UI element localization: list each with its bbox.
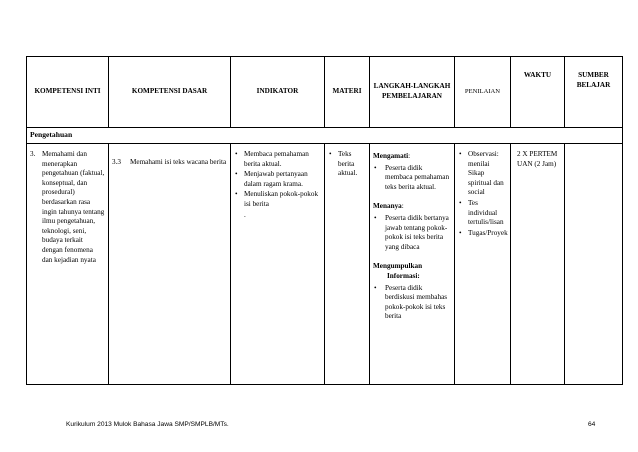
waktu-text: 2 X PERTEMUAN (2 Jam) xyxy=(517,150,558,168)
indikator-trailing: . xyxy=(244,210,246,219)
kd-text: Memahami isi teks wacana berita xyxy=(130,158,227,166)
section-row xyxy=(27,128,623,144)
mengamati-list xyxy=(373,164,451,193)
penilaian-item: • Tugas/Proyek xyxy=(458,229,507,239)
materi-item: • Teks berita aktual. xyxy=(328,150,366,179)
header-materi: MATERI xyxy=(325,57,370,128)
menanya-item: • Peserta didik bertanya jawab tentang pokok-pokok isi teks berita yang dibaca xyxy=(373,214,451,252)
kd-item xyxy=(112,150,227,168)
indikator-item: • Menjawab pertanyaan dalam ragam krama. xyxy=(234,170,321,189)
header-waktu: WAKTU xyxy=(511,57,565,128)
sumber-cell xyxy=(565,144,623,385)
header-row xyxy=(27,57,623,128)
header-sumber: SUMBER BELAJAR xyxy=(565,57,623,128)
header-indikator: INDIKATOR xyxy=(231,57,325,128)
ki-cell xyxy=(27,144,109,385)
header-kompetensi-inti: KOMPETENSI INTI xyxy=(27,57,109,128)
ki-number: 3. xyxy=(30,150,36,158)
materi-list xyxy=(328,150,366,179)
mengumpulkan-list xyxy=(373,284,451,322)
menanya-list xyxy=(373,214,451,252)
header-penilaian: PENILAIAN xyxy=(455,57,511,128)
kd-number: 3.3 xyxy=(112,158,121,166)
section-label: Pengetahuan xyxy=(27,128,623,144)
langkah-cell xyxy=(370,144,455,385)
materi-cell xyxy=(325,144,370,385)
mengamati-item: • Peserta didik membaca pemahaman teks berita aktual. xyxy=(373,164,451,193)
waktu-cell xyxy=(511,144,565,385)
header-kompetensi-dasar: KOMPETENSI DASAR xyxy=(109,57,231,128)
menanya-heading: Menanya: xyxy=(373,202,404,211)
penilaian-list xyxy=(458,150,507,238)
indikator-item: • Menuliskan pokok-pokok isi berita xyxy=(234,190,321,209)
footer-text: Kurikulum 2013 Mulok Bahasa Jawa SMP/SMPLB/MTs. xyxy=(66,421,229,428)
penilaian-item: • Observasi: menilai Sikap spiritual dan social xyxy=(458,150,507,198)
header-langkah: LANGKAH-LANGKAH PEMBELAJARAN xyxy=(370,57,455,128)
penilaian-item: • Tes individual tertulis/lisan xyxy=(458,199,507,228)
page-number: 64 xyxy=(588,421,596,428)
syllabus-table xyxy=(26,56,623,385)
kd-cell xyxy=(109,144,231,385)
penilaian-cell xyxy=(455,144,511,385)
indikator-cell xyxy=(231,144,325,385)
indikator-list xyxy=(234,150,321,210)
content-row xyxy=(27,144,623,385)
indikator-item: • Membaca pemahaman berita aktual. xyxy=(234,150,321,169)
mengumpulkan-subheading: Informasi: xyxy=(387,271,420,280)
mengamati-heading: Mengamati: xyxy=(373,152,411,160)
mengumpulkan-heading: Mengumpulkan xyxy=(373,262,423,271)
mengumpulkan-item: • Peserta didik berdiskusi membahas pokok-pokok isi teks berita xyxy=(373,284,451,322)
ki-item xyxy=(30,150,105,265)
ki-text: Memahami dan menerapkan pengetahuan (faktual, konseptual, dan prosedural) berdasarkan rasa ingin tahunya tentang ilmu pengetahuan, teknologi, seni, budaya terkait dengan fenomena dan kejadian nyata xyxy=(42,150,105,264)
